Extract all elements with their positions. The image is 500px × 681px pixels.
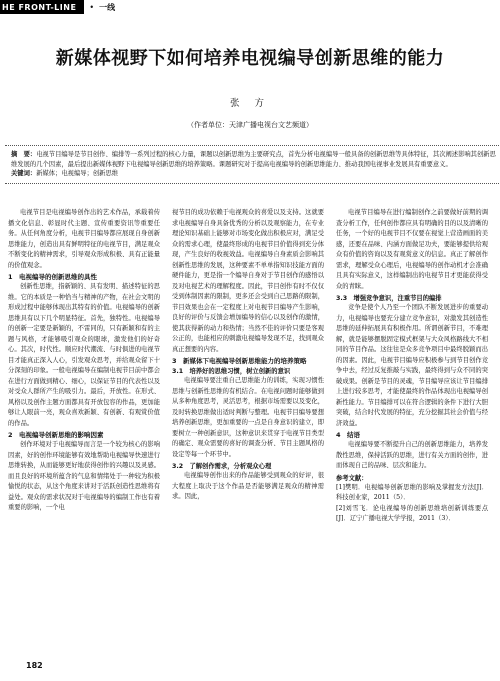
section-heading: 1 电视编导的创新思维的具性 — [8, 273, 98, 281]
abstract-text: 电视节目编导是节目创作、编排等一系列过程的核心力量，课题以创新思维为主要研究点，首先分析电视编导一般具备的创新思维等具体特征，其次阐述影响其创新思维发展的几个因素，最后提出新媒体视野下电视编导创新思维的培养策略。课题研究对于提高电视编导的创新思维能力、推动我国电视事业发展具有重要意义。 — [11, 151, 496, 168]
paragraph: 电视节目是电视编导创作出的艺术作品，承载着传播文化信息、彰显时代主题、宣传重要资讯等重要任务。从任何角度分析，电视节目编导都应展现自身创新思维能力，创造出具有鲜明特征的电视节目，满足观众不断变化的精神需求，引导观众形成积极、具有正能量的价值观念。 — [8, 209, 160, 269]
column-left — [8, 208, 160, 514]
abstract-box — [5, 145, 500, 184]
author-name: 张 方 — [229, 98, 271, 109]
keywords-label: 关键词： — [11, 170, 37, 177]
paragraph: 竞争是使个人乃至一个团队不断发展进步的重要动力，电视编导也要充分建立竞争意识，对激发其创造性思维的延伸拓展具有积极作用。所谓创新节目，不难理解，就是能够摆脱固定模式框架与大众风格路线大不相同的节目作品。这往往是众多竞争项目中最终脱颖而出的因素。因此，电视节目编导应积极参与到节目创作竞争中去，经过反复推敲与实践，最终得到与众不同的突破成果。创新是节目的灵魂，节目编导应该让节目编排上进行较多思考，才能使最终的作品体现出电视编导创新性能力。节目编排可以在符合逻辑的条件下进行大胆突破，结合时代发展的特征，充分挖掘其社会价值与经济效益。 — [336, 304, 488, 427]
column-middle — [172, 208, 324, 503]
abstract — [11, 150, 497, 169]
paragraph: 电视编导要不断提升自己的创新思维能力，培养发散性思维，保持活跃的思维，进行有关方面的创作，进而体现自己的品味、层次和能力。 — [336, 441, 488, 469]
journal-header — [0, 0, 115, 14]
section-name: 一线 — [99, 2, 116, 12]
subsection-heading: 3.1 培养好的思维习惯，树立创新的意识 — [172, 368, 291, 375]
keywords — [11, 169, 497, 179]
paragraph: 电视编导创作出来的作品能够受到观众的好评，很大程度上取决于这个作品是否能够满足观众的精神需求。因此， — [172, 472, 324, 500]
references — [336, 473, 488, 525]
article-title: 新媒体视野下如何培养电视编导创新思维的能力 — [55, 48, 445, 69]
paragraph: 电视节目编导在进行编制创作之前要做好前期的调查分析工作，任何创作都应具有明确的目的以及清晰的任务，一个好的电视节目不仅要在视觉上营造画面的美感，还要在品味、内涵方面做足功夫，要能够提供给观众有价值的咨询以及有观赏意义的信息。真正了解创作需求，理解受众心理后，电视编导的创作动机才会准确且具有实际意义，这样编制出的电视节目才更能获得受众的青睐。 — [336, 209, 488, 290]
section-heading: 4 结语 — [336, 431, 361, 439]
journal-name: HE FRONT-LINE — [0, 0, 84, 14]
section-heading: 2 电视编导创新思维的影响因素 — [8, 431, 104, 439]
reference-item: [2]刘雪飞．论电视编导的创新思维培创新训练要点[J]．辽宁广播电视大学学报，2011（3）． — [336, 504, 488, 522]
paragraph: 电视编导要注重自己思维能力的训练，实现习惯性思维与创新性思维的有机结合。在电视问题时能够做到从多种角度思考，灵活思考，根据市场需要以及变化，及时转换思维做出适时判断与整理。电视节目编导要想培养创新思维，更加重要的一点是自身意识的建立，即要树立一种创新意识，这种意识来贯穿于电视节目类型的确定、观众需要的喜好的调查分析、节目主题风格的设定等每一个环节中。 — [172, 377, 324, 458]
column-right — [336, 208, 488, 525]
references-title: 参考文献： — [336, 474, 368, 482]
subsection-heading: 3.3 增强竞争意识，注重节目的编排 — [336, 295, 442, 302]
subsection-heading: 3.2 了解创作需求，分析观众心理 — [172, 463, 272, 470]
paragraph: 视节目的成功依赖于电视观众的喜爱以及支持。这就要求电视编导自身具备优秀的分析以及观察能力，在专业理论知识基础上能够对市场变化做出积极应对，满足受众的需求心理，使最终形成的电视节目价值得到充分体现，产生良好的收视效益。电视编导自身素质会影响其创新性思维的发展，这种要素不单单指知识技能方面的硬件能力，更是指一个编导自身对于节目创作的感悟以及对电视艺术的理解程度。因此，节目创作有时不仅仅受到体制因素的限制，更多还会受到自己思路的限制，节目效果也会在一定程度上对电视节目编导产生影响，良好的评价与反馈会增加编导的信心以及创作的激情，使其获得新的动力和热情；当然不佳的评价只要是客观公正的，也能相应的刺激电视编导发现不足，找到观众真正想要的内容。 — [172, 209, 324, 353]
reference-item: [1]樊明．电视编导创新思维的影响及掌握发方法[J]．科技创业家，2011（5）． — [336, 483, 488, 501]
abstract-label: 摘 要： — [11, 151, 37, 158]
paragraph: 创新性思维，指新颖的、具有发明、描述特征的思维。它的本质是一种恰当与精神的产物，在社会文明的形成过程中能够体现出其特有的价值。电视编导的创新思维具有以下几个明显特征。首先，独特性。电视编导的创新一定要是新颖的，不雷同的，只有新颖和有的主题与风格，才能够吸引观众的眼球，激发他们的好奇心。其次，时代性。顺应时代潮流、与时俱进的电视节目才能真正深入人心，引发观众思考，并给观众留下十分深刻的印象。一般电视编导在编制电视节目前中都会在进行方面做到精心、细心，以保证节目的代表性以及对受众人群所产生的吸引力。最后，开放性。在形式、风格以及创作主题方面都具有开放包容的作品，更加能够让人眼前一亮，观众喜欢新颖、有创新、有观赏价值的作品。 — [8, 283, 160, 427]
header-separator: • — [89, 2, 95, 12]
section-heading: 3 新媒体下电视编导创新思维能力的培养策略 — [172, 357, 307, 365]
author-affiliation: （作者单位：天津广播电视台文艺频道） — [187, 121, 313, 129]
page-number: 182 — [26, 661, 43, 670]
paragraph: 创作环境对于电视编导而言是一个较为核心的影响因素，好的创作环境能够有效地帮助电视编导快速进行思维转换，从而能够更好地获得创作的兴趣以及灵感。而且良好的环境所蕴含的气息和情绪处于一种较为积极愉悦的状态，从这个角度来讲对于活跃创造性思维将有益处。观众的需求状况对于电视编导的编制工作也有着重要的影响，一个电 — [8, 441, 160, 511]
keywords-text: 新媒体；电视编导；创新思维 — [36, 170, 119, 177]
